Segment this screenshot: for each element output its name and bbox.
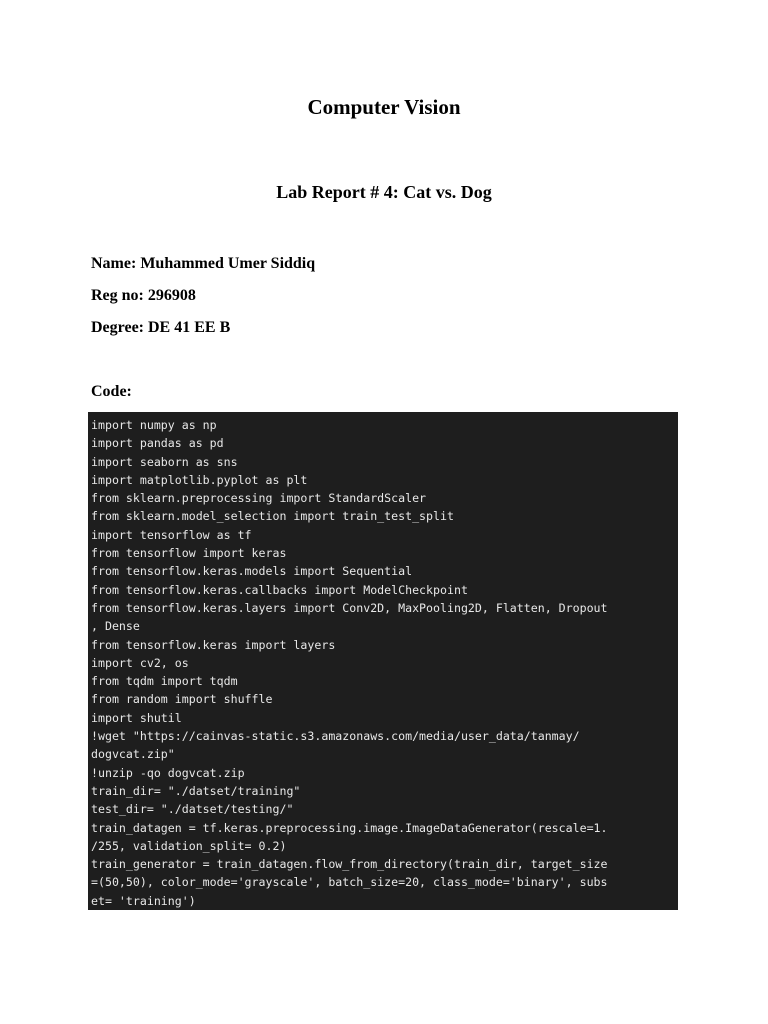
code-line: test_dir= "./datset/testing/" xyxy=(91,802,294,817)
code-heading: Code: xyxy=(91,383,132,400)
code-line: , Dense xyxy=(91,619,140,634)
code-line: train_datagen = tf.keras.preprocessing.image.ImageDataGenerator(rescale=1. xyxy=(91,820,608,835)
code-line: from tensorflow.keras.layers import Conv2D, MaxPooling2D, Flatten, Dropout xyxy=(91,600,608,615)
code-line: from tensorflow.keras import layers xyxy=(91,637,336,652)
report-subtitle: Lab Report # 4: Cat vs. Dog xyxy=(276,182,492,202)
code-block xyxy=(88,412,678,910)
document-title: Computer Vision xyxy=(307,95,461,119)
code-line: from tensorflow.keras.callbacks import ModelCheckpoint xyxy=(91,582,468,597)
code-line: from tensorflow import keras xyxy=(91,546,287,561)
student-name: Name: Muhammed Umer Siddiq xyxy=(91,255,316,272)
code-line: dogvcat.zip" xyxy=(91,747,175,762)
code-line: from tqdm import tqdm xyxy=(91,674,238,689)
code-line: train_dir= "./datset/training" xyxy=(91,783,301,798)
code-line: import matplotlib.pyplot as plt xyxy=(91,472,308,487)
code-line: et= 'training') xyxy=(91,893,196,908)
code-line: import shutil xyxy=(91,710,182,725)
code-line: import cv2, os xyxy=(91,655,189,670)
code-line: from random import shuffle xyxy=(91,692,273,707)
code-line: import tensorflow as tf xyxy=(91,527,252,542)
registration-number: Reg no: 296908 xyxy=(91,287,196,304)
code-line: =(50,50), color_mode='grayscale', batch_size=20, class_mode='binary', subs xyxy=(91,875,608,890)
degree: Degree: DE 41 EE B xyxy=(91,319,231,336)
code-line: from tensorflow.keras.models import Sequential xyxy=(91,564,413,579)
code-line: import pandas as pd xyxy=(91,436,224,451)
code-line: !wget "https://cainvas-static.s3.amazonaws.com/media/user_data/tanmay/ xyxy=(91,729,580,744)
code-line: train_generator = train_datagen.flow_from_directory(train_dir, target_size xyxy=(91,857,608,872)
code-line: from sklearn.model_selection import train_test_split xyxy=(91,509,454,524)
code-line: import numpy as np xyxy=(91,418,217,432)
code-line: !unzip -qo dogvcat.zip xyxy=(91,765,245,780)
code-line: /255, validation_split= 0.2) xyxy=(91,838,287,853)
code-line: import seaborn as sns xyxy=(91,454,238,469)
code-line: from sklearn.preprocessing import StandardScaler xyxy=(91,491,427,506)
